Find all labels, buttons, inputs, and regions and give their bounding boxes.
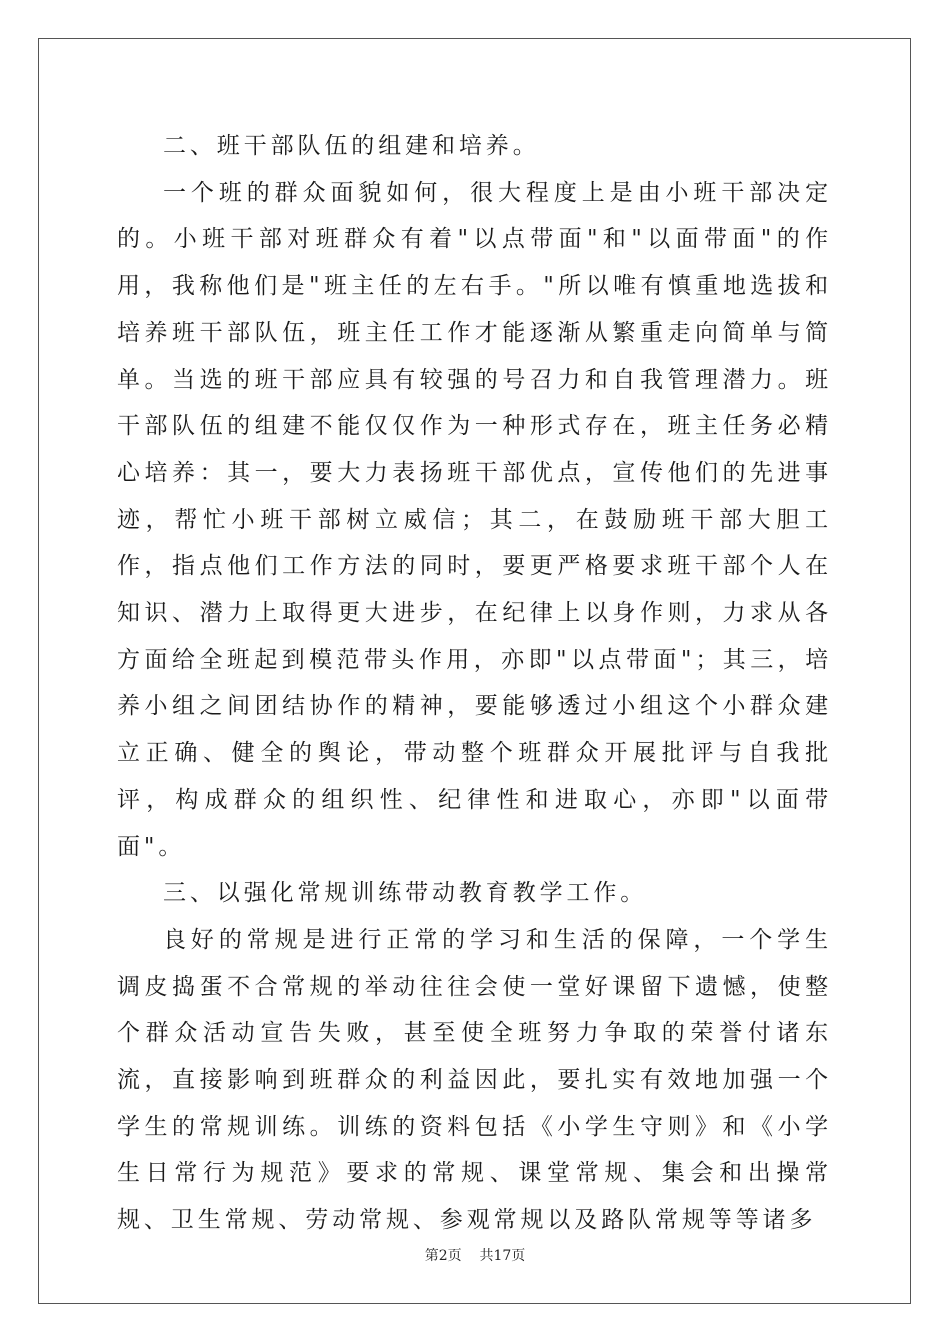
body-paragraph-routine-training: 良好的常规是进行正常的学习和生活的保障，一个学生调皮捣蛋不合常规的举动往往会使一堂好课留下遗憾，使整个群众活动宣告失败，甚至使全班努力争取的荣誉付诸东流，直接影响到班群众的利益因此，要扎实有效地加强一个学生的常规训练。训练的资料包括《小学生守则》和《小学生日常行为规范》要求的常规、课堂常规、集会和出操常规、卫生常规、劳动常规、参观常规以及路队常规等等诸多 xyxy=(117,926,832,1234)
section-heading-class-cadres: 二、班干部队伍的组建和培养。 xyxy=(163,133,540,159)
body-paragraph-class-cadres: 一个班的群众面貌如何，很大程度上是由小班干部决定的。小班干部对班群众有着"以点带面"和"以面带面"的作用，我称他们是"班主任的左右手。"所以唯有慎重地选拔和培养班干部队伍，班主任工作才能逐渐从繁重走向简单与简单。当选的班干部应具有较强的号召力和自我管理潜力。班干部队伍的组建不能仅仅作为一种形式存在，班主任务必精心培养：其一，要大力表扬班干部优点，宣传他们的先进事迹，帮忙小班干部树立威信；其二，在鼓励班干部大胆工作，指点他们工作方法的同时，要更严格要求班干部个人在知识、潜力上取得更大进步，在纪律上以身作则，力求从各方面给全班起到模范带头作用，亦即"以点带面"；其三，培养小组之间团结协作的精神，要能够透过小组这个小群众建立正确、健全的舆论，带动整个班群众开展批评与自我批评，构成群众的组织性、纪律性和进取心，亦即"以面带面"。 xyxy=(117,179,832,860)
document-body xyxy=(117,123,832,1244)
page-number-footer: 第2页 共17页 xyxy=(424,1248,526,1264)
section-heading-routine-training: 三、以强化常规训练带动教育教学工作。 xyxy=(163,880,648,907)
